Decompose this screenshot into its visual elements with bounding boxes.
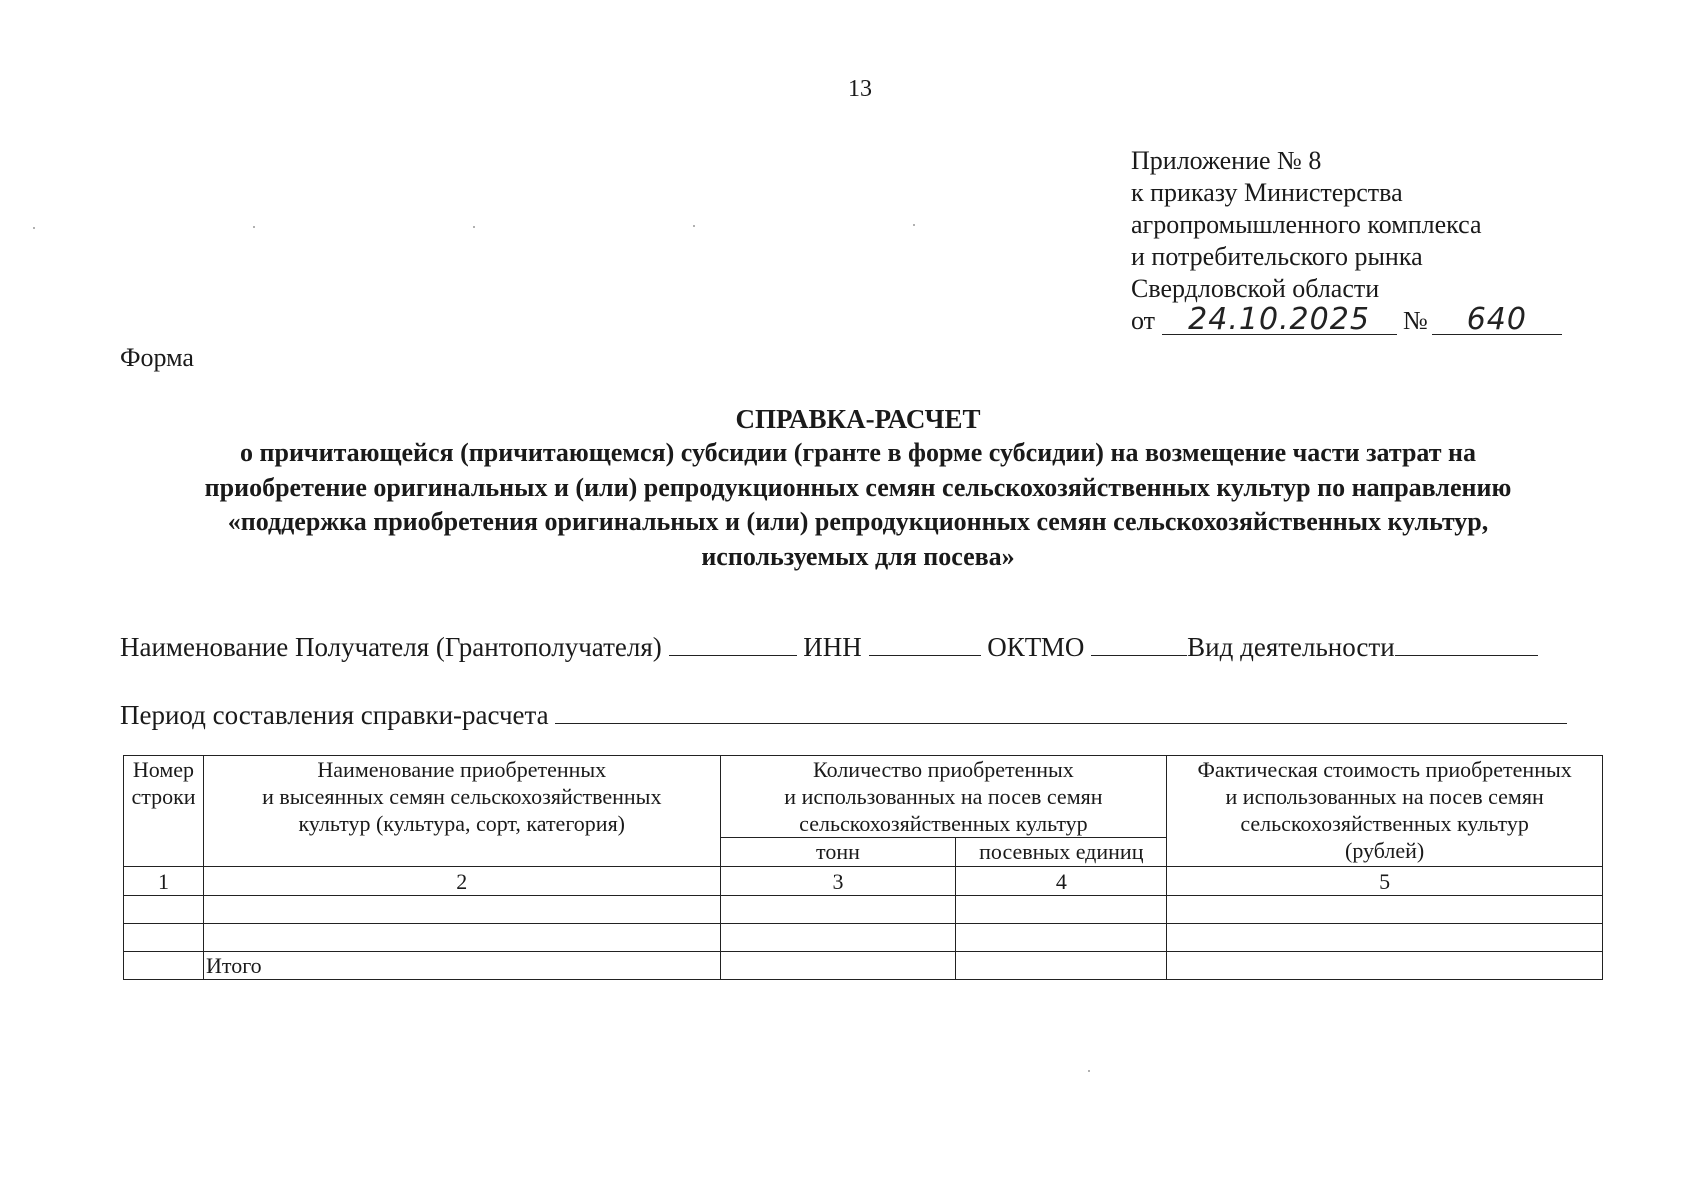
number-prefix: № (1403, 306, 1428, 335)
table-cell[interactable] (1167, 924, 1603, 952)
title-line: используемых для посева» (701, 541, 1015, 571)
table-cell[interactable] (1167, 896, 1603, 924)
activity-label: Вид деятельности (1187, 632, 1395, 662)
column-number: 2 (203, 867, 720, 896)
table-row (124, 896, 1603, 924)
appendix-block (1131, 145, 1562, 337)
table-cell[interactable] (124, 896, 204, 924)
column-number: 1 (124, 867, 204, 896)
header-tons: тонн (720, 838, 956, 867)
table-cell[interactable] (124, 952, 204, 980)
scan-speck (473, 226, 475, 228)
recipient-fields (120, 632, 1538, 663)
header-row-number: Номер строки (124, 756, 204, 867)
appendix-date-line (1131, 302, 1562, 337)
title-main: СПРАВКА-РАСЧЕТ (735, 404, 981, 434)
title-line: о причитающейся (причитающемся) субсидии (гранте в форме субсидии) на возмещение части затрат на (240, 438, 1476, 467)
column-number: 4 (956, 867, 1167, 896)
handwritten-date: 24.10.2025 (1162, 306, 1397, 335)
period-blank[interactable] (555, 701, 1567, 724)
recipient-blank[interactable] (669, 633, 797, 656)
table-cell[interactable] (720, 896, 956, 924)
appendix-line: к приказу Министерства (1131, 178, 1403, 207)
title-line: приобретение оригинальных и (или) репродукционных семян сельскохозяйственных культур по направлению (204, 472, 1512, 502)
appendix-line: Приложение № 8 (1131, 146, 1322, 175)
page-number: 13 (848, 76, 872, 102)
header-quantity-group: Количество приобретенных и использованных на посев семян сельскохозяйственных культур (720, 756, 1167, 838)
table-cell[interactable] (720, 924, 956, 952)
scan-speck (253, 226, 255, 228)
table-cell[interactable] (1167, 952, 1603, 980)
total-row (124, 952, 1603, 980)
table-cell[interactable] (956, 896, 1167, 924)
handwritten-number: 640 (1432, 306, 1562, 335)
table-cell[interactable] (956, 952, 1167, 980)
appendix-line: Свердловской области (1131, 274, 1380, 303)
title-line: «поддержка приобретения оригинальных и (или) репродукционных семян сельскохозяйственных культур, (227, 507, 1489, 536)
table-cell[interactable] (203, 924, 720, 952)
table-row (124, 924, 1603, 952)
table-cell[interactable] (124, 924, 204, 952)
recipient-label: Наименование Получателя (Грантополучателя) (120, 632, 662, 662)
column-number: 5 (1167, 867, 1603, 896)
column-number: 3 (720, 867, 956, 896)
scan-speck (33, 227, 35, 229)
header-seed-units: посевных единиц (956, 838, 1167, 867)
scan-speck (913, 224, 915, 226)
period-label: Период составления справки-расчета (120, 700, 549, 730)
header-crop-name: Наименование приобретенных и высеянных семян сельскохозяйственных культур (культура, сорт, категория) (203, 756, 720, 867)
activity-blank[interactable] (1395, 633, 1538, 656)
header-actual-cost: Фактическая стоимость приобретенных и использованных на посев семян сельскохозяйственных культур (рублей) (1167, 756, 1603, 867)
document-title (120, 402, 1596, 574)
scan-speck (1088, 1070, 1090, 1072)
form-label: Форма (120, 343, 194, 372)
calculation-table (123, 755, 1603, 980)
total-label: Итого (203, 952, 720, 980)
period-field (120, 700, 1567, 731)
inn-blank[interactable] (869, 633, 981, 656)
appendix-line: и потребительского рынка (1131, 242, 1423, 271)
inn-label: ИНН (803, 632, 862, 662)
oktmo-label: ОКТМО (987, 632, 1085, 662)
table-cell[interactable] (956, 924, 1167, 952)
appendix-line: агропромышленного комплекса (1131, 210, 1482, 239)
oktmo-blank[interactable] (1091, 633, 1187, 656)
date-prefix: от (1131, 306, 1156, 335)
scan-speck (693, 225, 695, 227)
table-cell[interactable] (203, 896, 720, 924)
table-cell[interactable] (720, 952, 956, 980)
